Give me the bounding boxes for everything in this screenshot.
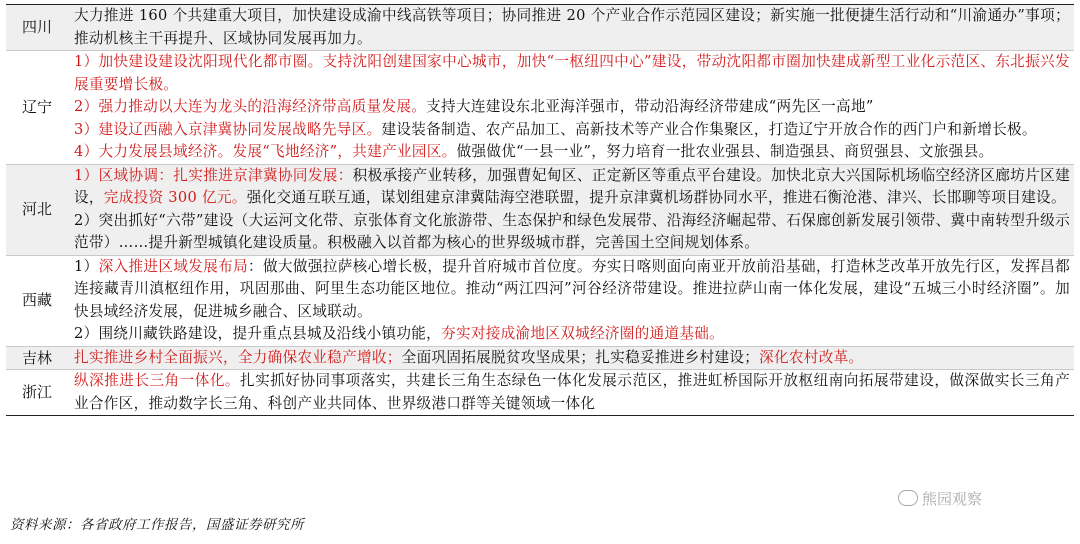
body-text: 做强做优“一县一业”，努力培育一批农业强县、制造强县、商贸强县、文旅强县。	[456, 143, 994, 160]
table-row	[6, 5, 1074, 51]
province-cell: 四川	[6, 5, 68, 51]
policy-cell	[68, 5, 1074, 51]
body-text: 1）	[74, 257, 99, 275]
policy-paragraph	[74, 370, 1070, 415]
watermark	[898, 488, 982, 509]
highlight-text: 1）加快建设建设沈阳现代化都市圈。支持沈阳创建国家中心城市，加快“一枢纽四中心”建设，带动沈阳都市圈加快建成新型工业化示范区、东北振兴发展重要增长极。	[74, 53, 1070, 93]
policy-cell	[68, 51, 1074, 165]
policy-table	[6, 4, 1074, 416]
highlight-text: 纵深推进长三角一体化。	[74, 372, 241, 389]
body-text: 扎实抓好协同事项落实，共建长三角生态绿色一体化发展示范区，推进虹桥国际开放枢纽南向拓展带建设，做深做实长三角产业合作区，推动数字长三角、科创产业共同体、世界级港口群等关键领域一体化	[74, 372, 1070, 412]
highlight-text: 2）强力推动以大连为龙头的沿海经济带高质量发展。	[74, 98, 427, 115]
policy-cell	[68, 164, 1074, 255]
policy-paragraph	[74, 119, 1070, 142]
body-text: 大力推进 160 个共建重大项目，加快建设成渝中线高铁等项目；协同推进 20 个产业合作示范园区建设；新实施一批便捷生活行动和“川渝通办”事项；推动机核主干再提升、区域协同发展再加力。	[74, 7, 1070, 47]
policy-paragraph	[74, 256, 1070, 324]
table-row	[6, 346, 1074, 370]
table-row	[6, 255, 1074, 346]
highlight-text: 完成投资 300 亿元。	[103, 189, 247, 206]
highlight-text: 扎实推进乡村全面振兴，全力确保农业稳产增收；	[74, 348, 402, 366]
policy-paragraph	[74, 141, 1070, 164]
province-cell: 西藏	[6, 255, 68, 346]
wechat-bubble-icon	[898, 490, 918, 506]
body-text: 2）突出抓好“六带”建设（大运河文化带、京张体育文化旅游带、生态保护和绿色发展带、沿海经济崛起带、石保廊创新发展引领带、冀中南转型升级示范带）……提升新型城镇化建设质量。积极融入以首都为核心的世界级城市群，完善国土空间规划体系。	[74, 211, 1070, 251]
province-cell: 吉林	[6, 346, 68, 370]
body-text: 建设装备制造、农产品加工、高新技术等产业合作集聚区，打造辽宁开放合作的西门户和新增长极。	[381, 120, 1037, 138]
body-text: 支持大连建设东北亚海洋强市，带动沿海经济带建成“两先区一高地”	[426, 98, 874, 115]
watermark-text: 熊园观察	[922, 490, 983, 508]
policy-paragraph	[74, 210, 1070, 255]
highlight-text: 夯实对接成渝地区双城经济圈的通道基础。	[441, 325, 725, 342]
policy-cell	[68, 255, 1074, 346]
table-row	[6, 164, 1074, 255]
source-note: 资料来源：各省政府工作报告，国盛证券研究所	[10, 517, 304, 533]
province-cell: 辽宁	[6, 51, 68, 165]
policy-paragraph	[74, 51, 1070, 96]
province-cell: 浙江	[6, 370, 68, 416]
table-row	[6, 51, 1074, 165]
body-text: 积极承接产业转移，加强曹妃甸区、正定新区等重点平台建设。加快北京大兴国际机场临空经济区廊坊片区建设，	[74, 166, 1070, 206]
body-text: ：做大做强拉萨核心增长极，提升首府城市首位度。夯实日喀则面向南亚开放前沿基础，打造林芝改革开放先行区，发挥昌都连接藏青川滇枢纽作用，巩固那曲、阿里生态功能区地位。推动“两江四河”河谷经济带建设。推进拉萨山南一体化发展，建设“五城三小时经济圈”。加快县域经济发展，促进城乡融合、区域联动。	[74, 257, 1070, 320]
policy-cell	[68, 370, 1074, 416]
body-text: 强化交通互联互通，谋划组建京津冀陆海空港联盟，提升京津冀机场群协同水平，推进石衡沧港、津兴、长邯聊等项目建设。	[246, 189, 1066, 206]
policy-paragraph	[74, 96, 1070, 119]
policy-paragraph	[74, 165, 1070, 210]
table-row	[6, 370, 1074, 416]
body-text: 全面巩固拓展脱贫攻坚成果；扎实稳妥推进乡村建设；	[401, 348, 760, 366]
highlight-text: 深化农村改革。	[759, 348, 864, 366]
policy-cell	[68, 346, 1074, 370]
province-cell: 河北	[6, 164, 68, 255]
highlight-text: 深入推进区域发展布局	[98, 257, 249, 275]
body-text: 2）围绕川藏铁路建设，提升重点县城及沿线小镇功能，	[74, 325, 442, 342]
policy-paragraph	[74, 5, 1070, 50]
highlight-text: 3）建设辽西融入京津冀协同发展战略先导区。	[74, 120, 382, 138]
highlight-text: 4）大力发展县域经济。发展“飞地经济”，共建产业园区。	[74, 143, 457, 160]
policy-paragraph	[74, 347, 1070, 370]
policy-paragraph	[74, 323, 1070, 346]
highlight-text: 1）区域协调：扎实推进京津冀协同发展：	[74, 166, 353, 184]
